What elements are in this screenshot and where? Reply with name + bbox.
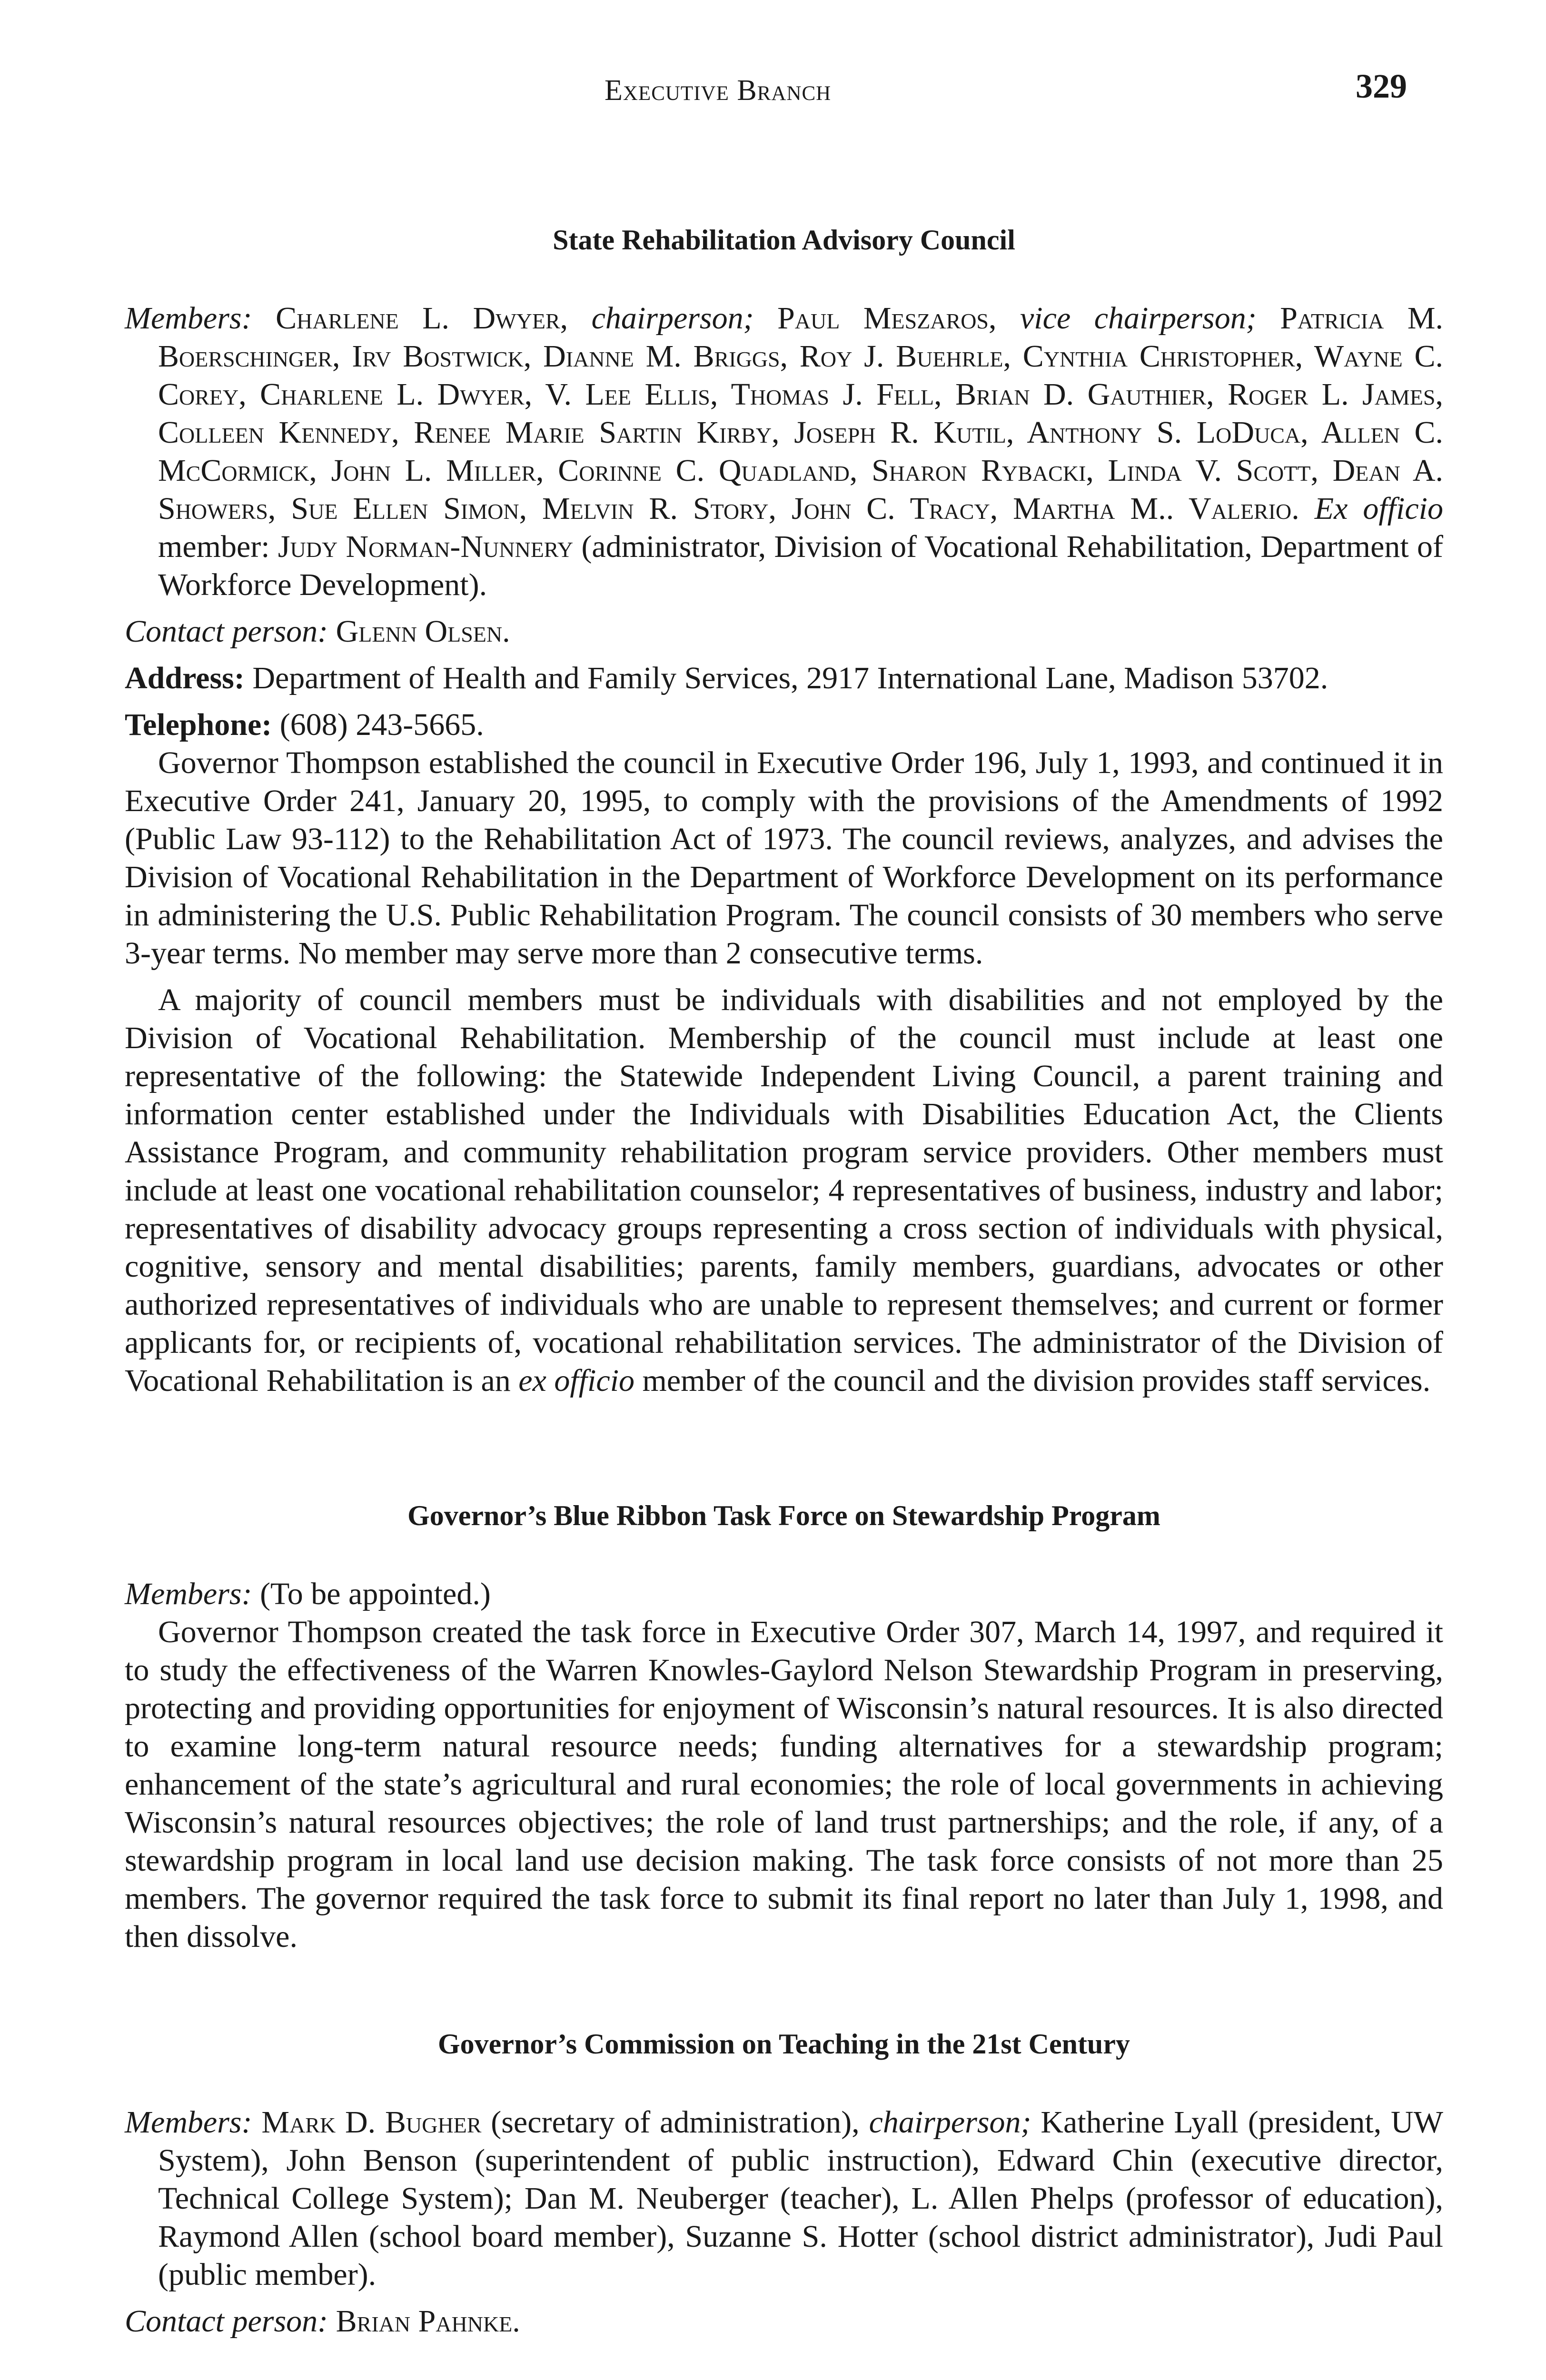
- members-paragraph: [125, 1575, 1443, 1613]
- members-label: Members:: [125, 301, 252, 336]
- ex-officio-label: Ex officio: [1314, 491, 1443, 526]
- address-label: Address:: [125, 661, 245, 695]
- telephone-paragraph: [125, 706, 1443, 744]
- chair-detail: (secretary of administration),: [491, 2105, 860, 2140]
- address-paragraph: [125, 659, 1443, 697]
- vice-chair-role: vice chairperson;: [1020, 301, 1257, 336]
- body-text: member of the council and the division provides staff services.: [642, 1363, 1431, 1398]
- members-list: Patricia M. Boerschinger, Irv Bostwick, Dianne M. Briggs, Roy J. Buehrle, Cynthia Christopher, Wayne C. Corey, Charlene L. Dwyer, V. Lee Ellis, Thomas J. Fell, Brian D. Gauthier, Roger L. James, Colleen Kennedy, Renee Marie Sartin Kirby, Joseph R. Kutil, Anthony S. LoDuca, Allen C. McCormick, John L. Miller, Corinne C. Quadland, Sharon Rybacki, Linda V. Scott, Dean A. Showers, Sue Ellen Simon, Melvin R. Story, John C. Tracy, Martha M.. Valerio.: [158, 301, 1444, 526]
- contact-name: Brian Pahnke.: [336, 2304, 520, 2339]
- contact-paragraph: [125, 2302, 1443, 2340]
- telephone-value: (608) 243-5665.: [279, 707, 484, 742]
- section-teaching: [125, 2028, 1443, 2340]
- body-paragraph: Governor Thompson established the council in Executive Order 196, July 1, 1993, and continued it in Executive Order 241, January 20, 1995, to comply with the provisions of the Amendments of 1992 (Public Law 93-112) to the Rehabilitation Act of 1973. The council reviews, analyzes, and advises the Division of Vocational Rehabilitation in the Department of Workforce Development on its performance in administering the U.S. Public Rehabilitation Program. The council consists of 30 members who serve 3-year terms. No member may serve more than 2 consecutive terms.: [125, 745, 1443, 971]
- section-title: Governor’s Commission on Teaching in the 21st Century: [438, 2028, 1130, 2060]
- chair-name: Mark D. Bugher: [261, 2105, 482, 2140]
- contact-label: Contact person:: [125, 2304, 328, 2339]
- chair-name: Charlene L. Dwyer: [276, 301, 560, 336]
- telephone-label: Telephone:: [125, 707, 272, 742]
- section-title: State Rehabilitation Advisory Council: [553, 224, 1015, 256]
- chair-role: chairperson;: [869, 2105, 1031, 2140]
- contact-label: Contact person:: [125, 614, 328, 649]
- vice-chair-name: Paul Meszaros: [777, 301, 989, 336]
- body-paragraph: Governor Thompson created the task force in Executive Order 307, March 14, 1997, and required it to study the effectiveness of the Warren Knowles-Gaylord Nelson Stewardship Program in preserving, protecting and providing opportunities for enjoyment of Wisconsin’s natural resources. It is also directed to examine long-term natural resource needs; funding alternatives for a stewardship program; enhancement of the state’s agricultural and rural economies; the role of local governments in achieving Wisconsin’s natural resources objectives; the role of land trust partnerships; and the role, if any, of a stewardship program in local land use decision making. The task force consists of not more than 25 members. The governor required the task force to submit its final report no later than July 1, 1998, and then dissolve.: [125, 1615, 1443, 1954]
- address-value: Department of Health and Family Services, 2917 International Lane, Madison 53702.: [252, 661, 1328, 695]
- body-paragraph: [125, 981, 1443, 1400]
- ex-officio-text: member:: [158, 529, 270, 564]
- body-text: A majority of council members must be individuals with disabilities and not employed by the Division of Vocational Rehabilitation. Membership of the council must include at least one representative of the following: the Statewide Independent Living Council, a parent training and information center established under the Individuals with Disabilities Education Act, the Clients Assistance Program, and community rehabilitation program service providers. Other members must include at least one vocational rehabilitation counselor; 4 representatives of business, industry and labor; representatives of disability advocacy groups representing a cross section of individuals with physical, cognitive, sensory and mental disabilities; parents, family members, guardians, advocates or other authorized representatives of individuals who are unable to represent themselves; and current or former applicants for, or recipients of, vocational rehabilitation services. The administrator of the Division of Vocational Rehabilitation is an: [125, 982, 1443, 1398]
- members-label: Members:: [125, 1577, 252, 1611]
- members-label: Members:: [125, 2105, 252, 2140]
- section-title: Governor’s Blue Ribbon Task Force on Stewardship Program: [407, 1500, 1160, 1531]
- ex-officio-name: Judy Norman-Nunnery: [277, 529, 574, 564]
- members-paragraph: Members: Charlene L. Dwyer, chairperson; Paul Meszaros, vice chairperson; Patricia M. Boerschinger, Irv Bostwick, Dianne M. Briggs, Roy J. Buehrle, Cynthia Christopher, Wayne C. Corey, Charlene L. Dwyer, V. Lee Ellis, Thomas J. Fell, Brian D. Gauthier, Roger L. James, Colleen Kennedy, Renee Marie Sartin Kirby, Joseph R. Kutil, Anthony S. LoDuca, Allen C. McCormick, John L. Miller, Corinne C. Quadland, Sharon Rybacki, Linda V. Scott, Dean A. Showers, Sue Ellen Simon, Melvin R. Story, John C. Tracy, Martha M.. Valerio. Ex officio member: Judy Norman-Nunnery (administrator, Division of Vocational Rehabilitation, Department of Workforce Development).: [125, 301, 1444, 602]
- members-paragraph: [125, 2103, 1443, 2294]
- body-italic: ex officio: [518, 1363, 635, 1398]
- page-number: 329: [1356, 67, 1407, 105]
- contact-name: Glenn Olsen.: [336, 614, 510, 649]
- chair-role: chairperson;: [591, 301, 754, 336]
- ex-officio-detail: (administrator, Division of Vocational Rehabilitation, Department of Workforce Development).: [158, 529, 1443, 602]
- members-value: (To be appointed.): [260, 1577, 491, 1611]
- section-stewardship: [125, 1499, 1443, 1956]
- running-head: Executive Branch: [605, 74, 832, 107]
- members-rest: Katherine Lyall (president, UW System), John Benson (superintendent of public instruction), Edward Chin (executive director, Technical College System); Dan M. Neuberger (teacher), L. Allen Phelps (professor of education), Raymond Allen (school board member), Suzanne S. Hotter (school district administrator), Judi Paul (public member).: [158, 2105, 1443, 2292]
- contact-paragraph: [125, 613, 1443, 651]
- section-rehab-council: [125, 224, 1443, 1400]
